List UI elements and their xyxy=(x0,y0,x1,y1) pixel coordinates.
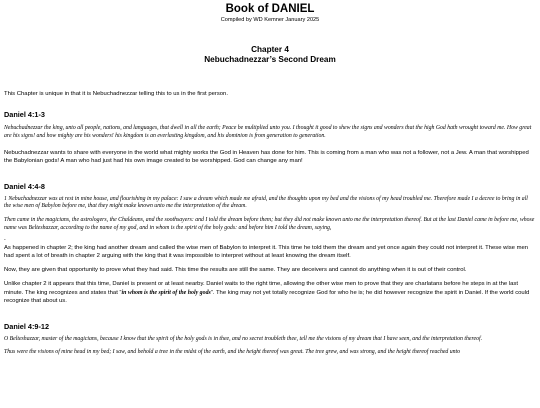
chapter-number: Chapter 4 xyxy=(251,44,289,54)
footnote-marker: 1 xyxy=(4,195,7,202)
section-heading-4-9-12: Daniel 4:9-12 xyxy=(4,321,50,331)
commentary-c-quote: in whom is the spirit of the holy gods xyxy=(121,289,211,296)
verse-4-1-3: Nebuchadnezzar the king, unto all people, nations, and languages, that dwell in all the earth; Peace be multiplied unto you. I thought it good to shew the signs and wonders that the high God hath wrought toward me. How great are his signs! and how mighty are his wonders! his kingdom is an everlasting kingdom, and his dominion is from generation to generation. xyxy=(4,125,532,139)
commentary-4-1-3: Nebuchadnezzar wants to share with everyone in the world what mighty works the God in Heaven has done for him. This is coming from a man who was not a follower, not a Jew. A man that worshipped the Babylonian gods! A man who had just had his own image created to be worshipped. God can change any man! xyxy=(4,149,529,164)
verse-4-4-5-text: Nebuchadnezzar was at rest in mine house, and flourishing in my palace: I saw a dream which made me afraid, and the thoughts upon my bed and the visions of my head troubled me. Therefore made I a decree to bring in all the wise men of Babylon before me, that they might make known unto me the interpretation of the dream. xyxy=(4,195,528,210)
section-heading-4-1-3: Daniel 4:1-3 xyxy=(4,110,45,120)
verse-4-4-5 xyxy=(4,196,536,211)
dash-marker: - xyxy=(4,237,6,243)
commentary-4-4-8-c xyxy=(4,280,536,304)
verse-4-10-12: Thus were the visions of mine head in my bed; I saw, and behold a tree in the midst of the earth, and the height thereof was great. The tree grew, and was strong, and the height thereof reached unto xyxy=(4,349,461,356)
intro-paragraph: This Chapter is unique in that it is Nebuchadnezzar telling this to us in the first person. xyxy=(4,91,228,98)
chapter-title: Nebuchadnezzar’s Second Dream xyxy=(204,54,336,64)
document-page xyxy=(0,3,540,408)
document-title: Book of DANIEL xyxy=(225,3,315,15)
document-subtitle: Compiled by WD Kemner January 2025 xyxy=(220,16,320,23)
verse-4-9: O Belteshazzar, master of the magicians, because I know that the spirit of the holy gods is in thee, and no secret troubleth thee, tell me the visions of my dream that I have seen, and the interpretation thereof. xyxy=(4,335,483,342)
verse-4-6-8: Then came in the magicians, the astrologers, the Chaldeans, and the soothsayers: and I told the dream before them; but they did not make known unto me the interpretation thereof. But at the last Daniel came in before me, whose name was Belteshazzar, according to the name of my god, and in whom is the spirit of the holy gods: and before him I told the dream, saying, xyxy=(4,216,535,231)
commentary-4-4-8-a: As happened in chapter 2; the king had another dream and called the wise men of Babylon to interpret it. This time he told them the dream and yet once again they could not interpret it. These wise men had spent a lot of breath in chapter 2 arguing with the king that it was impossible to interpret without at least knowing the dream itself. xyxy=(4,245,529,260)
commentary-c-part2: ”. The king may not yet totally recognize God for who he is; he did however recognize the spirit in Daniel. If the world could recognize that about us. xyxy=(4,289,530,304)
commentary-c-part1: Unlike chapter 2 it appears that this time, Daniel is present or at least nearby. Daniel waits to the right time, allowing the other wise men to prove that they are charlatans before he steps in at the last minute. The king recognizes and states that “ xyxy=(4,281,518,296)
section-heading-4-4-8: Daniel 4:4-8 xyxy=(4,181,45,191)
commentary-4-4-8-b: Now, they are given that opportunity to prove what they had said. This time the results are still the same. They are deceivers and cannot do anything when it is out of their control. xyxy=(4,267,467,274)
